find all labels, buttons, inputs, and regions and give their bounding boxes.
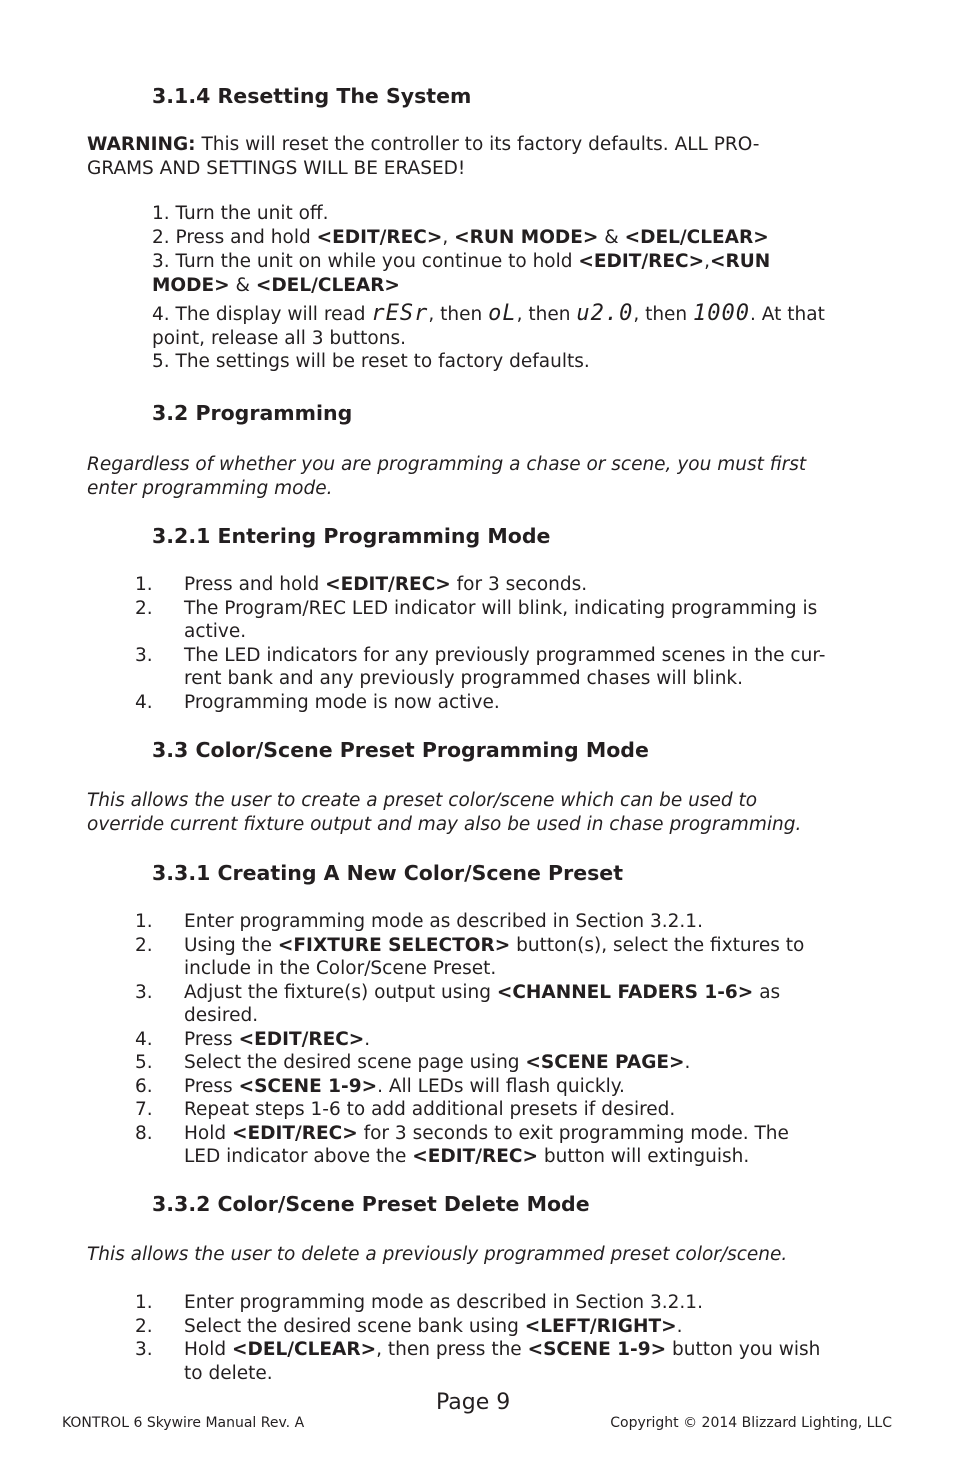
list-item: 2. Using the <FIXTURE SELECTOR> button(s), select the fixtures to include in the Color/Scene Preset. [135, 934, 805, 979]
section-heading-3-2-1: 3.2.1 Entering Programming Mode [152, 524, 551, 548]
warning-paragraph: WARNING: This will reset the controller to its factory defaults. ALL PRO- GRAMS AND SETTINGS WILL BE ERASED! [87, 134, 760, 179]
list-item: 6. Press <SCENE 1-9>. All LEDs will flash quickly. [135, 1075, 625, 1097]
list-item: 2. The Program/REC LED indicator will blink, indicating programming is active. [135, 597, 818, 642]
list-item: 4. Press <EDIT/REC>. [135, 1028, 371, 1050]
reset-step-4: 4. The display will read rESr, then oL, then u2.0, then 1000. At that point, release all 3 buttons. [152, 301, 825, 349]
list-item: 3. Hold <DEL/CLEAR>, then press the <SCENE 1-9> button you wish to delete. [135, 1339, 821, 1384]
display-readout-res: rESr [371, 301, 429, 326]
reset-step-3: 3. Turn the unit on while you continue to hold <EDIT/REC>,<RUN MODE> & <DEL/CLEAR> [152, 251, 771, 296]
reset-step-2: 2. Press and hold <EDIT/REC>, <RUN MODE> & <DEL/CLEAR> [152, 227, 769, 248]
section-heading-3-2: 3.2 Programming [152, 401, 353, 425]
creating-preset-steps [135, 910, 875, 1169]
list-item: 1. Press and hold <EDIT/REC> for 3 seconds. [135, 574, 588, 595]
list-item: 7. Repeat steps 1-6 to add additional presets if desired. [135, 1099, 676, 1120]
list-item: 1. Enter programming mode as described in Section 3.2.1. [135, 1292, 703, 1313]
page-number: Page 9 [436, 1390, 511, 1415]
section-heading-3-3-2: 3.3.2 Color/Scene Preset Delete Mode [152, 1192, 590, 1216]
list-item: 3. Adjust the fixture(s) output using <CHANNEL FADERS 1-6> as desired. [135, 981, 781, 1026]
section-3-3-intro: This allows the user to create a preset color/scene which can be used to override current fixture output and may also be used in chase programming. [87, 790, 802, 835]
warning-label: WARNING: [87, 134, 196, 155]
display-readout-ol: oL [488, 301, 517, 326]
list-item: 1. Enter programming mode as described in Section 3.2.1. [135, 911, 703, 932]
footer-manual-title: KONTROL 6 Skywire Manual Rev. A [62, 1415, 305, 1431]
section-heading-3-1-4: 3.1.4 Resetting The System [152, 84, 472, 108]
delete-preset-steps [135, 1291, 875, 1385]
list-item: 8. Hold <EDIT/REC> for 3 seconds to exit programming mode. The LED indicator above the <EDIT/REC> button will extinguish. [135, 1122, 789, 1167]
footer-copyright: Copyright © 2014 Blizzard Lighting, LLC [610, 1415, 892, 1431]
section-3-3-2-intro: This allows the user to delete a previously programmed preset color/scene. [87, 1244, 788, 1265]
list-item: 3. The LED indicators for any previously programmed scenes in the cur- rent bank and any previously programmed chases will blink. [135, 644, 826, 689]
section-3-2-intro: Regardless of whether you are programming a chase or scene, you must first enter programming mode. [87, 454, 807, 499]
entering-programming-steps [135, 573, 875, 714]
display-readout-version: u2.0 [576, 301, 634, 326]
reset-step-1: 1. Turn the unit off. [152, 203, 329, 224]
reset-step-5: 5. The settings will be reset to factory defaults. [152, 351, 590, 372]
list-item: 5. Select the desired scene page using <SCENE PAGE>. [135, 1052, 691, 1073]
section-heading-3-3: 3.3 Color/Scene Preset Programming Mode [152, 738, 649, 762]
list-item: 4. Programming mode is now active. [135, 691, 500, 713]
display-readout-1000: 1000 [693, 301, 751, 326]
section-heading-3-3-1: 3.3.1 Creating A New Color/Scene Preset [152, 861, 623, 885]
list-item: 2. Select the desired scene bank using <LEFT/RIGHT>. [135, 1315, 683, 1337]
